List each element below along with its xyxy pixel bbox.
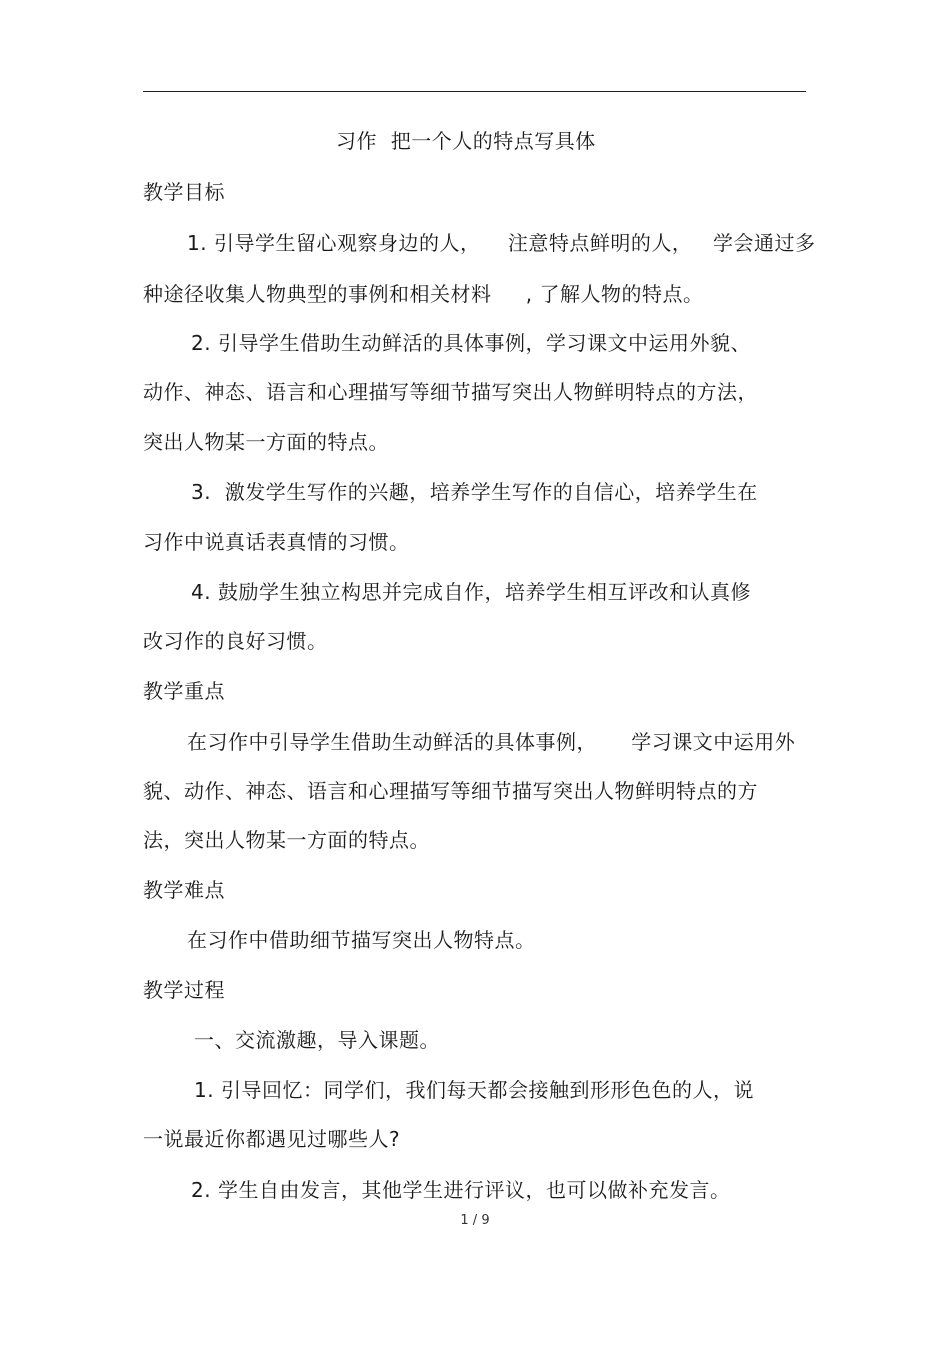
objective-2-line-3: 突出人物某一方面的特点。: [143, 430, 389, 454]
objective-3-line-1: 3. 激发学生写作的兴趣，培养学生写作的自信心，培养学生在: [191, 480, 758, 504]
process-step-1: 一、交流激趣，导入课题。: [194, 1028, 440, 1052]
process-2-line-1: 2. 学生自由发言，其他学生进行评议，也可以做补充发言。: [191, 1178, 731, 1202]
objective-1-line-1: 1. 引导学生留心观察身边的人， 注意特点鲜明的人， 学会通过多: [187, 231, 816, 255]
objective-2-line-1: 2. 引导学生借助生动鲜活的具体事例，学习课文中运用外貌、: [191, 331, 751, 355]
key-line-3: 法，突出人物某一方面的特点。: [143, 828, 430, 852]
document-title: 习作 把一个人的特点写具体: [336, 129, 596, 153]
page-number: 1 / 9: [460, 1213, 490, 1228]
difficulty-heading: 教学难点: [143, 878, 225, 902]
objective-3-line-2: 习作中说真话表真情的习惯。: [143, 530, 410, 554]
objective-4-line-1: 4. 鼓励学生独立构思并完成自作，培养学生相互评改和认真修: [191, 580, 751, 604]
objective-1-line-2: 种途径收集人物典型的事例和相关材料 , 了解人物的特点。: [143, 282, 704, 306]
objectives-heading: 教学目标: [143, 180, 225, 204]
process-1-line-2: 一说最近你都遇见过哪些人?: [143, 1127, 401, 1151]
process-heading: 教学过程: [143, 978, 225, 1002]
key-heading: 教学重点: [143, 679, 225, 703]
difficulty-line-1: 在习作中借助细节描写突出人物特点。: [187, 928, 536, 952]
process-1-line-1: 1. 引导回忆：同学们，我们每天都会接触到形形色色的人，说: [194, 1078, 754, 1102]
objective-2-line-2: 动作、神态、语言和心理描写等细节描写突出人物鲜明特点的方法，: [143, 380, 758, 404]
key-line-2: 貌、动作、神态、语言和心理描写等细节描写突出人物鲜明特点的方: [143, 779, 758, 803]
key-line-1: 在习作中引导学生借助生动鲜活的具体事例， 学习课文中运用外: [187, 730, 796, 754]
header-rule: [143, 91, 806, 92]
objective-4-line-2: 改习作的良好习惯。: [143, 629, 328, 653]
